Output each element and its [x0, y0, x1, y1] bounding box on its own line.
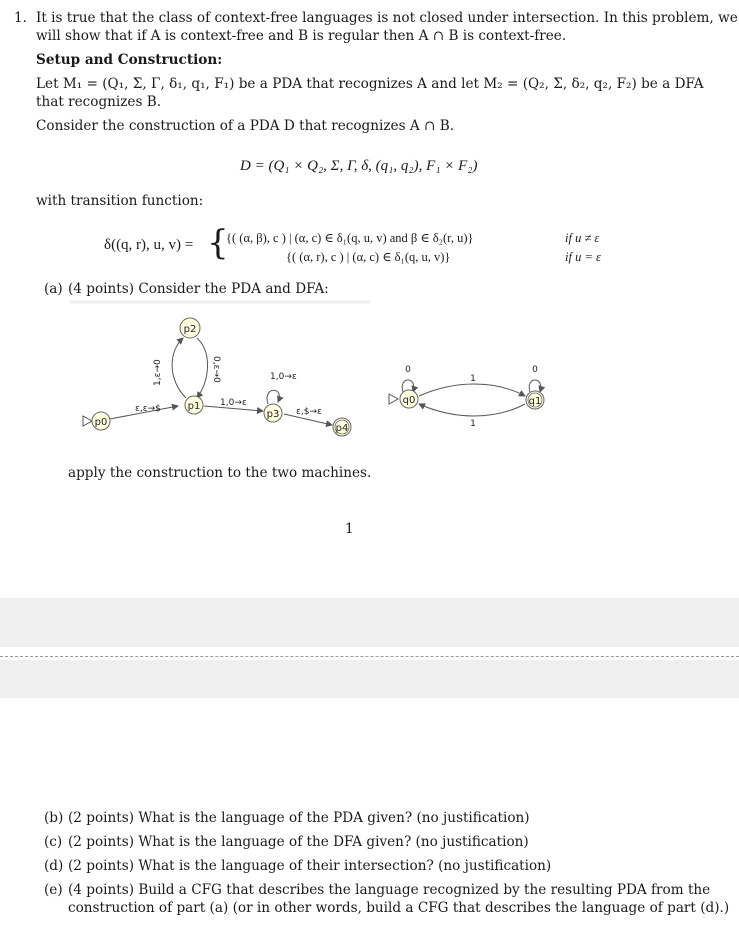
pda-definition: D = (Q₁ × Q₂, Σ, Γ, δ, (q₁, q₂), F₁ × F₂) — [240, 158, 478, 174]
setup-line-1: Let M₁ = (Q₁, Σ, Γ, δ₁, q₁, F₁) be a PDA that recognizes A and let M₂ = (Q₂, Σ, δ₂, q₂, F₂) be a DFA — [36, 76, 704, 92]
part-a-label: (a) — [44, 281, 63, 297]
svg-text:p0: p0 — [94, 417, 108, 428]
setup-line-2: that recognizes B. — [36, 94, 162, 110]
page-break-bottom — [0, 660, 739, 698]
edge-q0-q1 — [419, 384, 525, 396]
with-transition-label: with transition function: — [36, 193, 204, 209]
q-e-text-line-2: construction of part (a) (or in other words, build a CFG that describes the language of part (d).) — [68, 900, 730, 916]
page-break-top — [0, 598, 739, 647]
svg-text:q0: q0 — [402, 395, 416, 406]
svg-text:q1: q1 — [528, 396, 542, 407]
q-c-text: (2 points) What is the language of the DFA given? (no justification) — [68, 834, 529, 850]
q-e-label: (e) — [44, 882, 63, 898]
label-q1-q0: 1 — [470, 419, 476, 429]
q-e-text: (4 points) Build a CFG that describes the language recognized by the resulting PDA from the — [68, 882, 711, 898]
label-p0-p1: ε,ε→$ — [135, 404, 161, 414]
state-p3 — [264, 404, 282, 422]
intro-line-2: will show that if A is context-free and B is regular then A ∩ B is context-free. — [36, 28, 567, 44]
state-p0 — [92, 412, 110, 430]
edge-p2-p1 — [197, 338, 208, 398]
q-d-text: (2 points) What is the language of their intersection? (no justification) — [68, 858, 552, 874]
part-a-text: (4 points) Consider the PDA and DFA: — [68, 281, 329, 297]
case-brace: { — [207, 223, 229, 263]
automata-diagram — [0, 300, 739, 450]
svg-text:p4: p4 — [335, 423, 349, 434]
state-q1 — [526, 391, 544, 409]
label-p1-p2: 1,ε→0 — [153, 359, 163, 386]
intro-line-1: It is true that the class of context-free languages is not closed under intersection. In this problem, we — [36, 10, 738, 26]
label-q1-loop: 0 — [532, 365, 538, 375]
svg-text:p3: p3 — [266, 409, 280, 420]
case-1-condition: if u ≠ ε — [565, 231, 600, 245]
apply-instruction: apply the construction to the two machines. — [68, 465, 372, 481]
edge-q1-q0 — [419, 404, 525, 416]
q-c-label: (c) — [44, 834, 63, 850]
svg-text:p2: p2 — [183, 324, 197, 335]
q-b-text: (2 points) What is the language of the PDA given? (no justification) — [68, 810, 530, 826]
state-p1 — [185, 396, 203, 414]
question-number: 1. — [14, 10, 27, 26]
case-2-condition: if u = ε — [565, 250, 601, 264]
label-p2-p1: 0,ε→0 — [211, 356, 221, 383]
state-p4 — [333, 418, 351, 436]
label-p3-loop: 1,0→ε — [270, 372, 297, 382]
start-arrow-p0 — [83, 416, 92, 426]
delta-lhs: δ((q, r), u, v) = — [104, 237, 194, 253]
case-2: {( (α, r), c ) | (α, c) ∈ δ₁(q, u, v)} — [286, 250, 451, 264]
svg-text:p1: p1 — [187, 401, 201, 412]
start-arrow-q0 — [389, 394, 398, 404]
q-d-label: (d) — [44, 858, 64, 874]
state-q0 — [400, 390, 418, 408]
label-q0-q1: 1 — [470, 374, 476, 384]
label-q0-loop: 0 — [405, 365, 411, 375]
edge-p3-loop — [267, 390, 279, 404]
edge-q1-loop — [529, 380, 541, 392]
label-p3-p4: ε,$→ε — [296, 407, 322, 417]
state-p2 — [180, 318, 200, 338]
page-break-line — [0, 656, 739, 657]
setup-heading: Setup and Construction: — [36, 52, 223, 68]
label-p1-p3: 1,0→ε — [220, 398, 247, 408]
case-1: {( (α, β), c ) | (α, c) ∈ δ₁(q, u, v) and β ∈ δ₂(r, u)} — [226, 231, 474, 245]
page-number: 1 — [345, 521, 354, 537]
q-b-label: (b) — [44, 810, 64, 826]
edge-p1-p2 — [172, 338, 186, 398]
consider-line: Consider the construction of a PDA D that recognizes A ∩ B. — [36, 118, 455, 134]
